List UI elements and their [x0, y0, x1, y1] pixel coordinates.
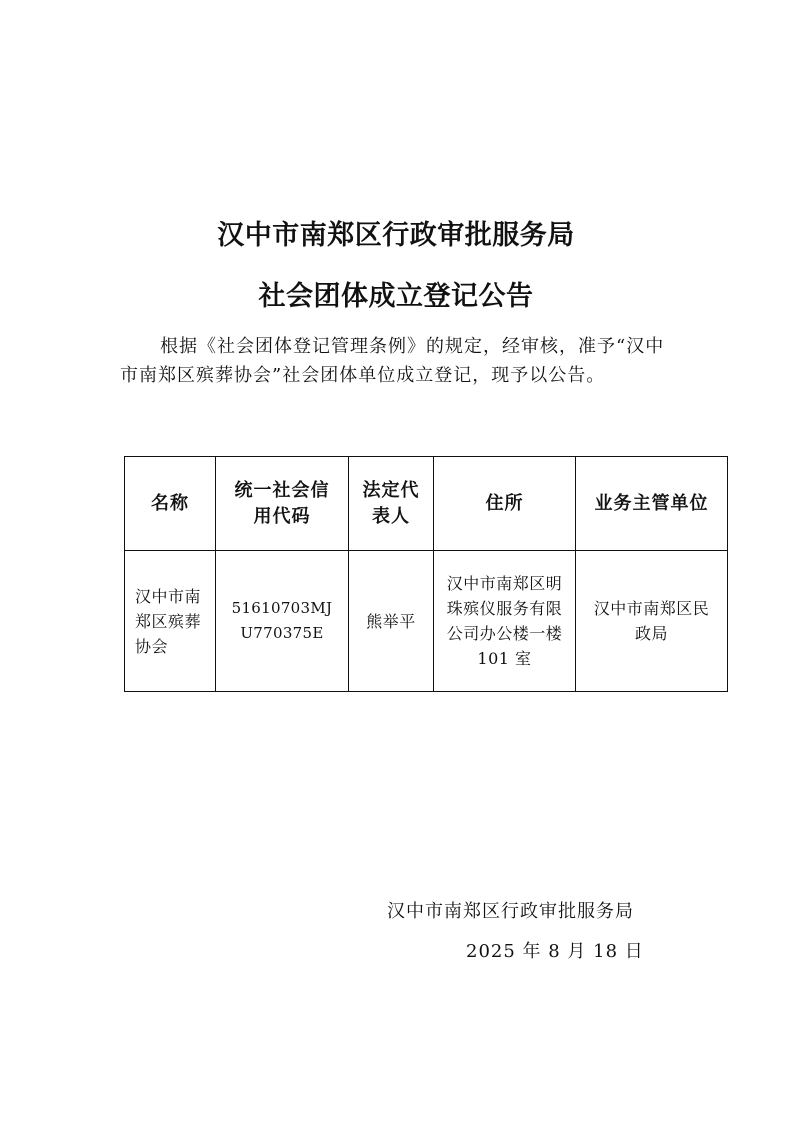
- document-title-line-1: 汉中市南郑区行政审批服务局: [217, 220, 575, 251]
- announcement-text: 根据《社会团体登记管理条例》的规定，经审核，准予“汉中市南郑区殡葬协会”社会团体单位成立登记，现予以公告。: [120, 336, 665, 386]
- cell-address: 汉中市南郑区明珠殡仪服务有限公司办公楼一楼 101 室: [434, 551, 576, 692]
- signature-date: 2025 年 8 月 18 日: [466, 941, 644, 962]
- cell-credit-code: 51610703MJU770375E: [216, 551, 349, 692]
- header-address: 住所: [434, 457, 576, 551]
- table-header-row: [125, 457, 728, 551]
- cell-legal-rep: 熊举平: [349, 551, 434, 692]
- document-title-line-2: 社会团体成立登记公告: [258, 281, 534, 312]
- cell-name: 汉中市南郑区殡葬协会: [125, 551, 216, 692]
- header-name: 名称: [125, 457, 216, 551]
- signature-organization: 汉中市南郑区行政审批服务局: [387, 901, 634, 922]
- registration-table: [124, 456, 728, 692]
- header-legal-rep: 法定代表人: [349, 457, 434, 551]
- header-supervisor: 业务主管单位: [576, 457, 728, 551]
- cell-supervisor: 汉中市南郑区民政局: [576, 551, 728, 692]
- header-credit-code: 统一社会信用代码: [216, 457, 349, 551]
- announcement-paragraph: [120, 332, 670, 390]
- table-row: [125, 551, 728, 692]
